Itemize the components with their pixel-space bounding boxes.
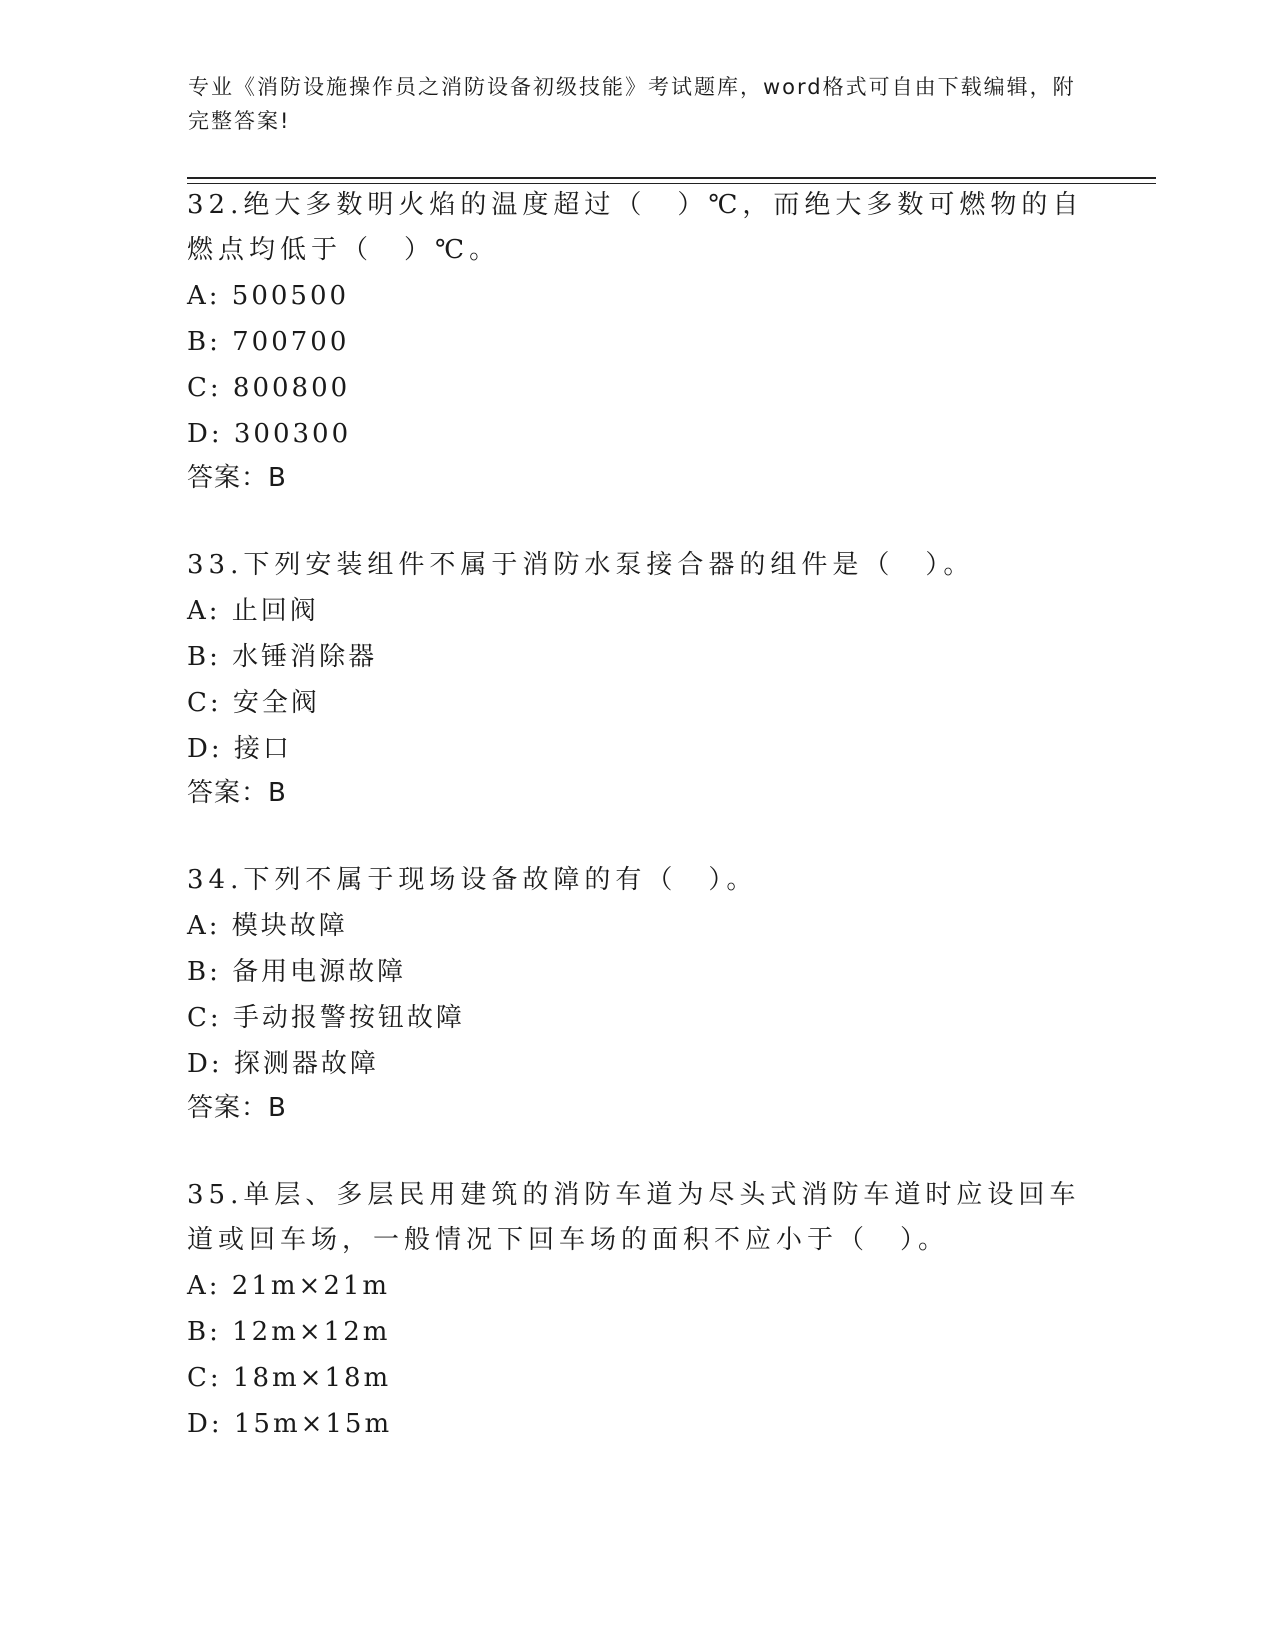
spacer [187,1129,1087,1173]
answer: 答案：B [187,1093,287,1123]
option-c: C: 18m×18m [187,1363,392,1393]
question-35 [187,1173,1087,1447]
option-c: C: 手动报警按钮故障 [187,1003,465,1033]
option-a: A: 模块故障 [187,911,348,941]
answer: 答案：B [187,463,287,493]
spacer [187,814,1087,858]
question-32 [187,183,1087,499]
question-stem: 33.下列安装组件不属于消防水泵接合器的组件是（ ）。 [187,550,975,580]
question-list [187,186,1087,1447]
question-stem: 35.单层、多层民用建筑的消防车道为尽头式消防车道时应设回车道或回车场，一般情况下回车场的面积不应小于（ ）。 [187,1180,1081,1255]
option-b: B: 12m×12m [187,1317,391,1347]
option-b: B: 备用电源故障 [187,957,407,987]
option-d: D: 探测器故障 [187,1049,379,1079]
option-d: D: 300300 [187,419,352,449]
document-header: 专业《消防设施操作员之消防设备初级技能》考试题库，word格式可自由下载编辑，附完整答案! [188,75,1076,133]
option-a: A: 500500 [187,281,350,311]
answer: 答案：B [187,778,287,808]
question-stem: 32.绝大多数明火焰的温度超过（ ）℃，而绝大多数可燃物的自燃点均低于（ ）℃。 [187,190,1084,265]
header-divider-thick [187,177,1156,179]
question-34 [187,858,1087,1129]
spacer [187,499,1087,543]
option-d: D: 接口 [187,734,292,764]
question-33 [187,543,1087,814]
option-b: B: 水锤消除器 [187,642,378,672]
question-stem: 34.下列不属于现场设备故障的有（ ）。 [187,865,758,895]
option-a: A: 止回阀 [187,596,319,626]
option-b: B: 700700 [187,327,350,357]
option-a: A: 21m×21m [187,1271,391,1301]
option-c: C: 800800 [187,373,351,403]
option-c: C: 安全阀 [187,688,320,718]
option-d: D: 15m×15m [187,1409,393,1439]
